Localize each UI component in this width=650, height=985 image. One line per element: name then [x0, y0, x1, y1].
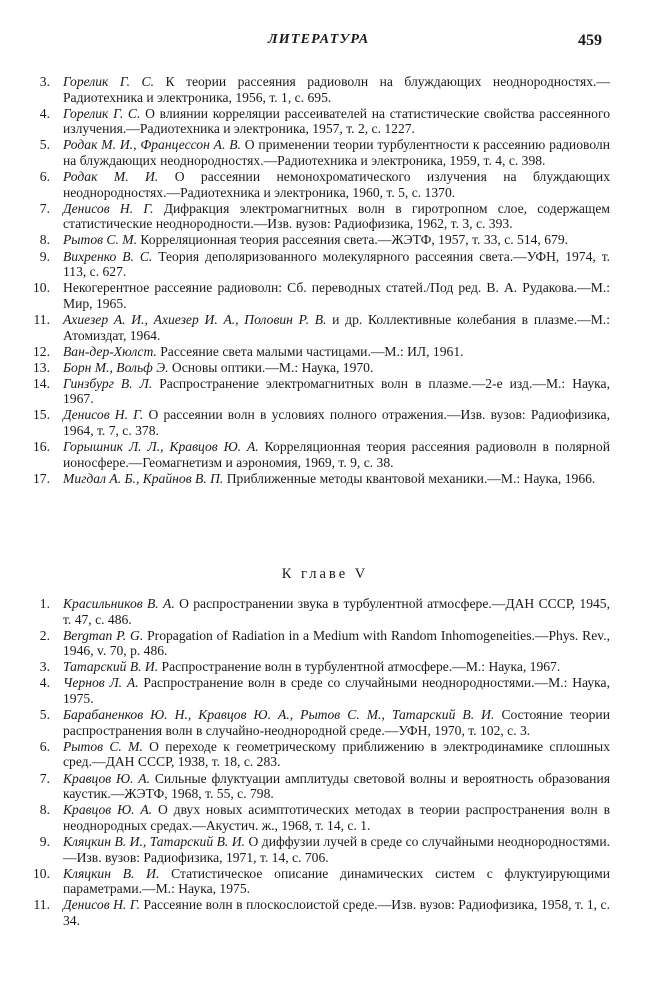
reference-number: 5. [39, 137, 50, 153]
page-header [0, 32, 650, 52]
reference-authors: Татарский В. И. [63, 659, 159, 675]
reference-item [28, 169, 610, 200]
reference-text: Некогерентное рассеяние радиоволн: Сб. переводных статей./Под ред. В. А. Рудакова.—М.: Мир, 1965. [63, 280, 610, 311]
reference-text: и др. Коллективные колебания в плазме.—М.: Атомиздат, 1964. [63, 311, 610, 343]
reference-number: 2. [39, 627, 50, 643]
reference-number: 9. [39, 248, 50, 264]
reference-authors: Bergman P. G. [63, 627, 144, 643]
reference-number: 10. [33, 865, 50, 881]
reference-text: Основы оптики.—М.: Наука, 1970. [168, 359, 374, 375]
reference-number: 8. [39, 802, 50, 818]
reference-authors: Горелик Г. С. [63, 105, 141, 121]
reference-text: О двух новых асимптотических методах в теории распространения волн в неоднородных средах.—Акустич. ж., 1968, т. 14, с. 1. [63, 802, 610, 833]
reference-text: О влиянии корреляции рассеивателей на статистические свойства рассеянного излучения.—Радиотехника и электроника, 1957, т. 2, с. 1227. [63, 105, 610, 137]
reference-authors: Чернов Л. А. [63, 675, 139, 691]
reference-text: О распространении звука в турбулентной атмосфере.—ДАН СССР, 1945, т. 47, с. 486. [63, 596, 610, 627]
reference-text: Теория деполяризованного молекулярного рассеяния света.—УФН, 1974, т. 113, с. 627. [63, 248, 611, 280]
reference-item [28, 249, 610, 280]
reference-item [28, 312, 610, 343]
reference-number: 15. [33, 407, 50, 423]
reference-authors: Барабаненков Ю. Н., Кравцов Ю. А., Рытов С. М., Татарский В. И. [63, 707, 495, 723]
reference-item [28, 675, 610, 706]
reference-text: Propagation of Radiation in a Medium with Random Inhomogeneities.—Phys. Rev., 1946, v. 70, p. 486. [63, 627, 610, 659]
reference-text: О рассеянии волн в условиях полного отражения.—Изв. вузов: Радиофизика, 1964, т. 7, с. 378. [63, 407, 610, 439]
reference-text: Рассеяние света малыми частицами.—М.: ИЛ, 1961. [156, 343, 464, 359]
reference-item [28, 407, 610, 438]
reference-item [28, 596, 610, 627]
reference-number: 6. [39, 169, 50, 185]
reference-item [28, 739, 610, 770]
reference-number: 3. [39, 74, 50, 89]
reference-authors: Кляцкин В. И., Татарский В. И. [63, 833, 246, 849]
reference-text: Сильные флуктуации амплитуды световой волны и вероятность образования каустик.—ЖЭТФ, 1968, т. 55, с. 798. [63, 770, 610, 802]
reference-text: Состояние теории распространения волн в случайно-неоднородной среде.—УФН, 1970, т. 102, с. 3. [63, 707, 610, 738]
reference-authors: Горелик Г. С. [63, 74, 154, 89]
reference-item [28, 439, 610, 470]
reference-number: 4. [39, 675, 50, 691]
reference-text: Приближенные методы квантовой механики.—М.: Наука, 1966. [223, 470, 596, 486]
reference-item [28, 137, 610, 168]
reference-text: О переходе к геометрическому приближению в электродинамике сплошных сред.—ДАН СССР, 1938, т. 18, с. 283. [63, 738, 610, 770]
reference-number: 14. [33, 375, 50, 391]
reference-text: Корреляционная теория рассеяния радиоволн в полярной ионосфере.—Геомагнетизм и аэрономия, 1969, т. 9, с. 38. [63, 439, 611, 470]
reference-item [28, 74, 610, 105]
reference-number: 6. [39, 738, 50, 754]
reference-number: 7. [39, 770, 50, 786]
reference-text: О диффузии лучей в среде со случайными неоднородностями.—Изв. вузов: Радиофизика, 1971, т. 14, с. 706. [63, 833, 610, 865]
reference-authors: Ван-дер-Хюлст. [63, 343, 157, 359]
reference-number: 13. [33, 359, 50, 375]
reference-item [28, 897, 610, 928]
reference-number: 3. [39, 659, 50, 675]
reference-number: 4. [39, 105, 50, 121]
reference-authors: Вихренко В. С. [63, 248, 153, 264]
reference-item [28, 232, 610, 248]
reference-number: 10. [33, 280, 50, 296]
reference-authors: Денисов Н. Г. [63, 200, 154, 216]
reference-text: Распространение волн в турбулентной атмосфере.—М.: Наука, 1967. [158, 659, 561, 675]
reference-text: О рассеянии немонохроматического излучения на блуждающих неоднородностях.—Радиотехника и электроника, 1960, т. 5, с. 1370. [63, 169, 610, 200]
reference-item [28, 201, 610, 232]
reference-authors: Денисов Н. Г. [63, 407, 144, 423]
reference-authors: Горышник Л. Л., Кравцов Ю. А. [63, 439, 259, 455]
reference-text: О применении теории турбулентности к рассеянию радиоволн на блуждающих неоднородностях.—Радиотехника и электроника, 1959, т. 4, с. 398. [63, 137, 610, 168]
reference-authors: Кравцов Ю. А. [63, 802, 153, 818]
reference-number: 5. [39, 707, 50, 723]
reference-text: Дифракция электромагнитных волн в гиротропном слое, содержащем статистические неоднородности.—Изв. вузов: Радиофизика, 1962, т. 3, с. 393. [63, 200, 610, 232]
reference-authors: Кравцов Ю. А. [63, 770, 151, 786]
reference-text: Статистическое описание динамических систем с флуктуирующими параметрами.—М.: Наука, 1975. [63, 865, 611, 897]
reference-number: 1. [39, 596, 50, 611]
reference-item [28, 280, 610, 311]
reference-item [28, 866, 610, 897]
reference-item [28, 471, 610, 487]
reference-item [28, 376, 610, 407]
reference-item [28, 834, 610, 865]
reference-item [28, 771, 610, 802]
reference-item [28, 344, 610, 360]
reference-authors: Ахиезер А. И., Ахиезер И. А., Половин Р. В. [63, 311, 327, 327]
reference-authors: Родак М. И. [63, 169, 159, 185]
reference-item [28, 659, 610, 675]
reference-number: 8. [39, 232, 50, 248]
reference-authors: Рытов С. М. [63, 738, 143, 754]
reference-authors: Борн М., Вольф Э. [63, 359, 169, 375]
reference-text: Распространение электромагнитных волн в плазме.—2-е изд.—М.: Наука, 1967. [63, 375, 610, 407]
reference-item [28, 360, 610, 376]
reference-item [28, 707, 610, 738]
reference-item [28, 106, 610, 137]
reference-authors: Денисов Н. Г. [63, 897, 140, 913]
reference-authors: Мигдал А. Б., Крайнов В. П. [63, 470, 224, 486]
reference-authors: Гинзбург В. Л. [63, 375, 153, 391]
reference-authors: Кляцкин В. И. [63, 865, 160, 881]
section-heading: К главе V [281, 566, 369, 582]
reference-authors: Родак М. И., Францессон А. В. [63, 137, 241, 153]
reference-number: 7. [39, 200, 50, 216]
reference-item [28, 628, 610, 659]
reference-text: Распространение волн в среде со случайными неоднородностями.—М.: Наука, 1975. [63, 675, 610, 707]
reference-text: Рассеяние волн в плоскослоистой среде.—Изв. вузов: Радиофизика, 1958, т. 1, с. 34. [63, 897, 610, 928]
reference-authors: Красильников В. А. [63, 596, 175, 611]
reference-text: К теории рассеяния радиоволн на блуждающих неоднородностях.—Радиотехника и электроника, 1956, т. 1, с. 695. [63, 74, 610, 105]
reference-number: 11. [33, 897, 50, 913]
reference-number: 16. [33, 439, 50, 455]
reference-item [28, 802, 610, 833]
reference-number: 9. [39, 833, 50, 849]
reference-number: 11. [33, 311, 50, 327]
reference-authors: Рытов С. М. [63, 232, 138, 248]
reference-text: Корреляционная теория рассеяния света.—ЖЭТФ, 1957, т. 33, с. 514, 679. [137, 232, 569, 248]
page-number: 459 [578, 32, 602, 49]
running-title: ЛИТЕРАТУРА [268, 32, 370, 47]
reference-list-chapter4 [28, 74, 610, 487]
reference-number: 12. [33, 343, 50, 359]
reference-list-chapter5 [28, 596, 610, 929]
reference-number: 17. [33, 470, 50, 486]
